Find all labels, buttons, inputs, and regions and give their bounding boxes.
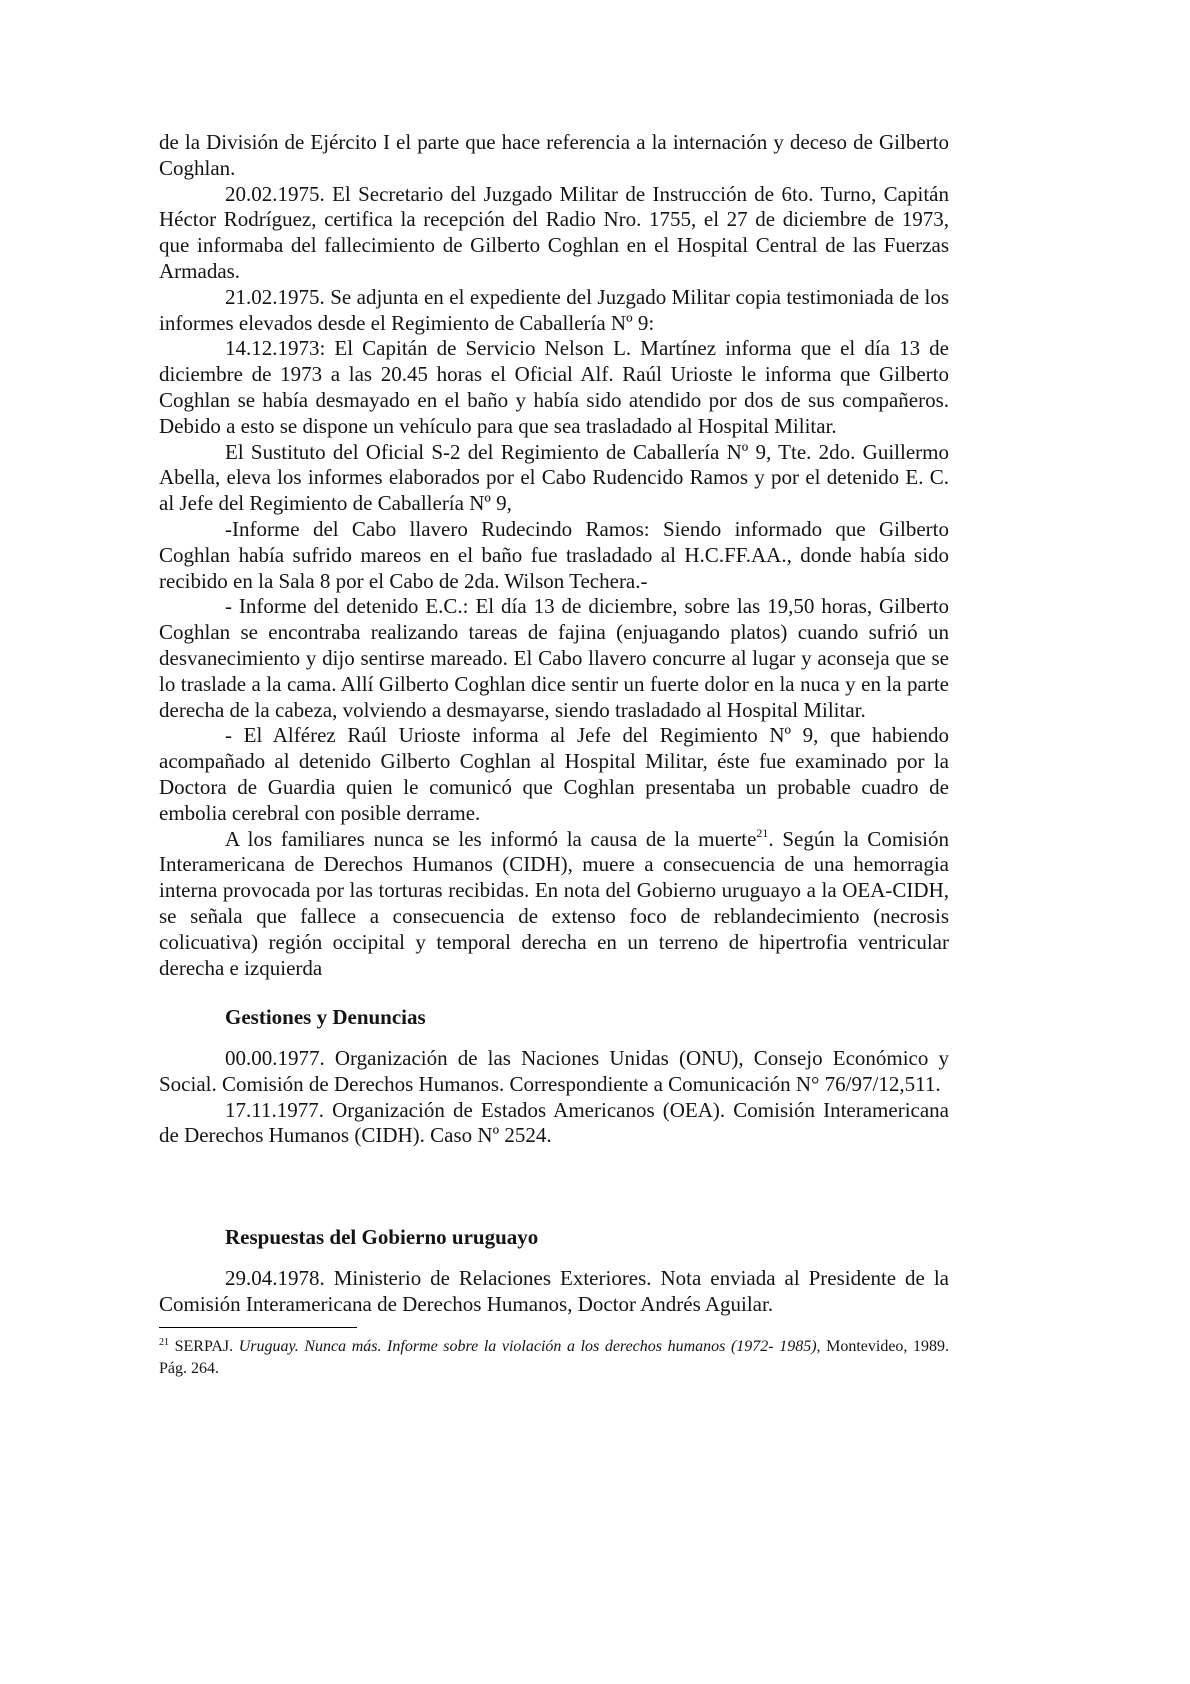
heading-gestiones: Gestiones y Denuncias (225, 1005, 426, 1030)
heading-gap (159, 1031, 949, 1046)
section-spacer (159, 1149, 949, 1225)
footnote-reference[interactable]: 21 (756, 825, 769, 840)
footnote-publication: , Montevideo, 1989. Pág. 264. (159, 1337, 950, 1377)
paragraph-informe-cabo: -Informe del Cabo llavero Rudecindo Ramos: Siendo informado que Gilberto Coghlan había sufrido mareos en el baño fue trasladado al H.C.FF.AA., donde había sido recibido en la Sala 8 por el Cabo de 2da. Wilson Techera.- (159, 516, 949, 593)
paragraph-entry-20-02-1975: 20.02.1975. El Secretario del Juzgado Militar de Instrucción de 6to. Turno, Capitán Héctor Rodríguez, certifica la recepción del Radio Nro. 1755, el 27 de diciembre de 1973, que informaba del fallecimiento de Gilberto Coghlan en el Hospital Central de las Fuerzas Armadas. (159, 181, 949, 283)
footnote-number: 21 (159, 1336, 169, 1348)
paragraph-entry-14-12-1973: 14.12.1973: El Capitán de Servicio Nelson L. Martínez informa que el día 13 de diciembre de 1973 a las 20.45 horas el Oficial Alf. Raúl Urioste le informa que Gilberto Coghlan se había desmayado en el baño y había sido atendido por dos de sus compañeros. Debido a esto se dispone un vehículo para que sea trasladado al Hospital Militar. (159, 336, 949, 438)
respuesta-item-29-04-1978: 29.04.1978. Ministerio de Relaciones Exteriores. Nota enviada al Presidente de la Comisión Interamericana de Derechos Humanos, Doctor Andrés Aguilar. (159, 1266, 949, 1316)
footnote-author: SERPAJ. (174, 1337, 234, 1355)
gestion-item-onu: 00.00.1977. Organización de las Naciones Unidas (ONU), Consejo Económico y Social. Comisión de Derechos Humanos. Correspondiente a Comunicación N° 76/97/12,511. (159, 1046, 949, 1096)
paragraph-causa-muerte (159, 827, 949, 982)
gestion-item-oea: 17.11.1977. Organización de Estados Americanos (OEA). Comisión Interamericana de Derechos Humanos (CIDH). Caso Nº 2524. (159, 1097, 949, 1148)
paragraph-intro-continued: de la División de Ejército I el parte que hace referencia a la internación y deceso de Gilberto Coghlan. (159, 130, 949, 180)
footnote-separator (159, 1327, 357, 1328)
causa-muerte-text: A los familiares nunca se les informó la causa de la muerte (225, 826, 757, 851)
heading-gap (159, 1251, 949, 1266)
paragraph-informe-alferez: - El Alférez Raúl Urioste informa al Jefe del Regimiento Nº 9, que habiendo acompañado al detenido Gilberto Coghlan al Hospital Militar, éste fue examinado por la Doctora de Guardia quien le comunicó que Coghlan presentaba un probable cuadro de embolia cerebral con posible derrame. (159, 723, 949, 825)
paragraph-entry-21-02-1975: 21.02.1975. Se adjunta en el expediente del Juzgado Militar copia testimoniada de los informes elevados desde el Regimiento de Caballería Nº 9: (159, 284, 949, 335)
document-page (159, 130, 949, 1380)
paragraph-informe-detenido: - Informe del detenido E.C.: El día 13 de diciembre, sobre las 19,50 horas, Gilberto Coghlan se encontraba realizando tareas de fajina (enjuagando platos) cuando sufrió un desvanecimiento y dijo sentirse mareado. El Cabo llavero concurre al lugar y aconseja que se lo traslade a la cama. Allí Gilberto Coghlan dice sentir un fuerte dolor en la nuca y en la parte derecha de la cabeza, volviendo a desmayarse, siendo trasladado al Hospital Militar. (159, 594, 949, 722)
section-spacer (159, 981, 949, 1005)
heading-respuestas: Respuestas del Gobierno uruguayo (225, 1225, 539, 1250)
footnote-title: Uruguay. Nunca más. Informe sobre la violación a los derechos humanos (1972- 1985) (238, 1337, 817, 1355)
causa-muerte-text-continued: . Según la Comisión Interamericana de Derechos Humanos (CIDH), muere a consecuencia de una hemorragia interna provocada por las torturas recibidas. En nota del Gobierno uruguayo a la OEA-CIDH, se señala que fallece a consecuencia de extenso foco de reblandecimiento (necrosis colicuativa) región occipital y temporal derecha en un terreno de hipertrofia ventricular derecha e izquierda (159, 826, 949, 980)
paragraph-sustituto-oficial: El Sustituto del Oficial S-2 del Regimiento de Caballería Nº 9, Tte. 2do. Guillermo Abella, eleva los informes elaborados por el Cabo Rudencido Ramos y por el detenido E. C. al Jefe del Regimiento de Caballería Nº 9, (159, 439, 949, 516)
footnote-21 (159, 1336, 949, 1380)
